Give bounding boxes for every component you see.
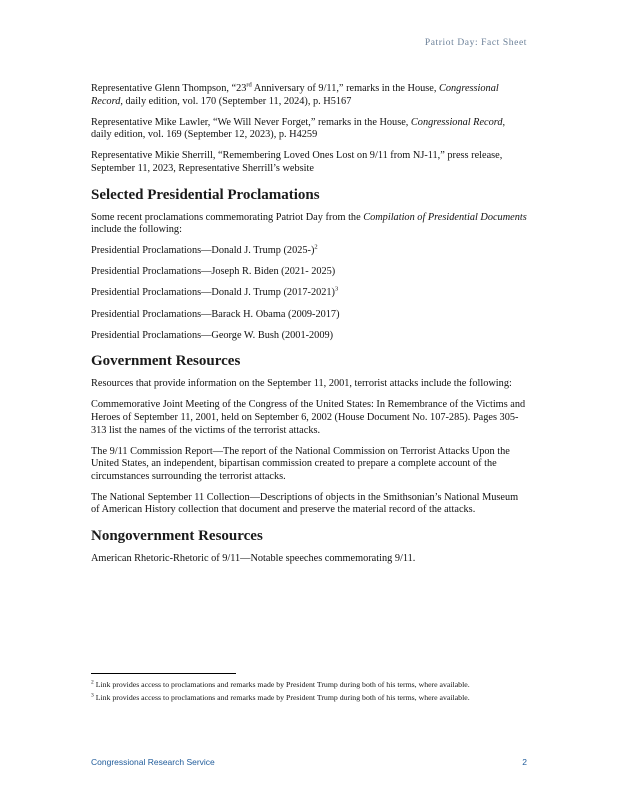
footer-org: Congressional Research Service xyxy=(91,757,215,767)
footnote-ref[interactable]: 2 xyxy=(314,243,318,251)
proclamation-link[interactable]: Presidential Proclamations—Barack H. Obama (2009-2017) xyxy=(91,308,340,320)
entry-text: , daily edition, vol. 169 (September 12, 2023), p. H4259 xyxy=(91,116,506,141)
entry-text: , daily edition, vol. 170 (September 11, 2024), p. H5167 xyxy=(120,95,352,107)
proclamation-link[interactable]: Presidential Proclamations—Donald J. Trump (2025-) xyxy=(91,245,315,257)
proclamation-item xyxy=(91,330,528,343)
footnote-number: 2 xyxy=(91,679,94,686)
entry-text: Representative Glenn Thompson, “23 xyxy=(91,83,247,94)
ordinal-superscript: rd xyxy=(246,81,252,89)
resource-item[interactable]: American Rhetoric-Rhetoric of 9/11—Notable speeches commemorating 9/11. xyxy=(91,553,416,565)
resource-item[interactable]: The 9/11 Commission Report—The report of the National Commission on Terrorist Attacks Upon the United States, an independent, bipartisan commission created to prepare a complete account of the circumstances surrounding the terrorist attacks. xyxy=(91,445,510,482)
resource-item[interactable]: The National September 11 Collection—Descriptions of objects in the Smithsonian’s National Museum of American History collection that document and preserve the material record of the attacks. xyxy=(91,491,519,516)
proclamation-item xyxy=(91,287,528,300)
running-header: Patriot Day: Fact Sheet xyxy=(424,38,527,48)
proclamation-item xyxy=(91,245,528,258)
footnotes xyxy=(91,680,521,705)
proclamation-item xyxy=(91,309,528,322)
intro-text: include the following: xyxy=(91,224,182,236)
footnote-text: Link provides access to proclamations and remarks made by President Trump during both of his terms, where available. xyxy=(93,692,470,702)
footnote xyxy=(91,693,521,703)
publication-title: Compilation of Presidential Documents xyxy=(363,211,527,223)
page-footer xyxy=(91,757,527,769)
section-heading-nongovernment: Nongovernment Resources xyxy=(91,528,263,545)
reference-entry xyxy=(91,83,528,108)
entry-link-text[interactable]: Representative Mikie Sherrill, “Remembering Loved Ones Lost on 9/11 from NJ-11,” press release, September 11, 2023, Representative Sherrill’s website xyxy=(91,150,503,174)
resource-item[interactable]: Commemorative Joint Meeting of the Congress of the United States: In Remembrance of the Victims and Heroes of September 11, 2001, held on September 6, 2002 (House Document No. 107-285). Pages 305-313 list the names of the victims of the terrorist attacks. xyxy=(91,399,526,436)
footnote xyxy=(91,680,521,690)
main-content xyxy=(91,83,528,574)
reference-entry xyxy=(91,150,528,175)
section-intro: Resources that provide information on the September 11, 2001, terrorist attacks include the following: xyxy=(91,378,512,390)
publication-title: Congressional Record xyxy=(410,116,503,128)
intro-text: Some recent proclamations commemorating Patriot Day from the xyxy=(91,211,364,223)
proclamation-link[interactable]: Presidential Proclamations—Donald J. Trump (2017-2021) xyxy=(91,287,335,299)
reference-entry xyxy=(91,117,528,142)
section-heading-proclamations: Selected Presidential Proclamations xyxy=(91,186,320,203)
entry-text: Anniversary of 9/11,” remarks in the House, xyxy=(251,83,440,94)
publication-title: Congressional Record xyxy=(91,83,499,107)
page-number: 2 xyxy=(522,757,527,767)
footnote-text: Link provides access to proclamations and remarks made by President Trump during both of his terms, where available. xyxy=(93,680,470,689)
proclamation-item xyxy=(91,266,528,279)
proclamation-link[interactable]: Presidential Proclamations—Joseph R. Biden (2021- 2025) xyxy=(91,266,336,278)
entry-text: Representative Mike Lawler, “We Will Never Forget,” remarks in the House, xyxy=(91,116,411,128)
section-intro xyxy=(91,212,528,237)
section-heading-government: Government Resources xyxy=(91,353,241,370)
footnote-ref[interactable]: 3 xyxy=(334,286,339,294)
footnote-number: 3 xyxy=(91,692,94,698)
footnote-divider xyxy=(91,673,236,674)
proclamation-link[interactable]: Presidential Proclamations—George W. Bush (2001-2009) xyxy=(91,329,334,341)
